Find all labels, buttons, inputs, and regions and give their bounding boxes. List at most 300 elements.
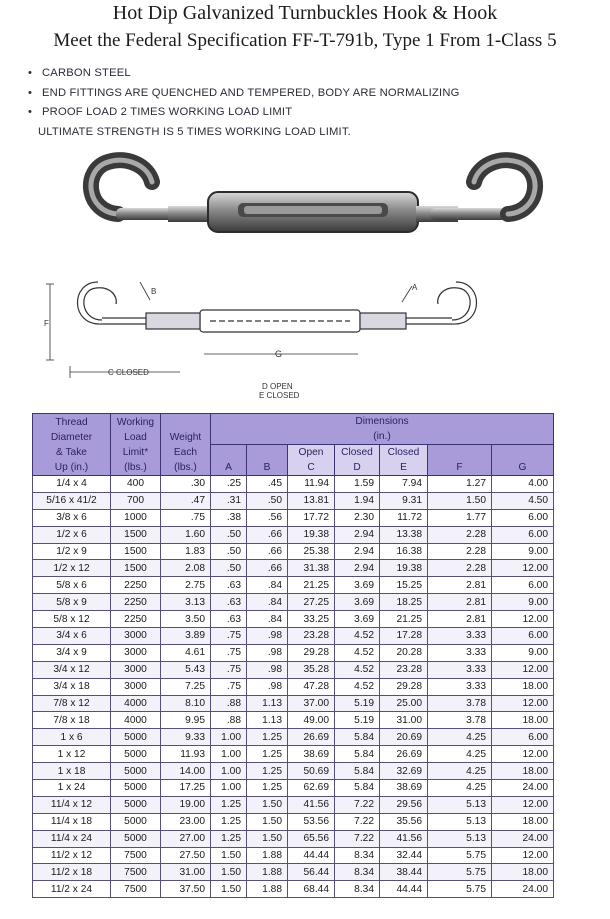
- table-cell: 5.84: [335, 746, 380, 763]
- header-a: A: [211, 445, 247, 476]
- table-cell: 12.00: [492, 746, 554, 763]
- table-cell: 1.25: [247, 729, 288, 746]
- table-cell: 1.25: [211, 796, 247, 813]
- table-cell: 5000: [111, 813, 161, 830]
- table-cell: 1.50: [211, 847, 247, 864]
- table-row: [33, 644, 554, 661]
- table-cell: 2250: [111, 594, 161, 611]
- table-cell: 1/2 x 9: [33, 543, 111, 560]
- table-row: [33, 611, 554, 628]
- feature-item: • CARBON STEEL: [28, 64, 460, 84]
- table-cell: 24.00: [492, 780, 554, 797]
- table-cell: 3.33: [428, 678, 492, 695]
- label-c-closed: C CLOSED: [108, 368, 149, 377]
- table-cell: 4.52: [335, 644, 380, 661]
- table-cell: 18.25: [380, 594, 428, 611]
- table-cell: 4.00: [492, 476, 554, 493]
- table-cell: 2.94: [335, 526, 380, 543]
- table-cell: 5/8 x 6: [33, 577, 111, 594]
- table-cell: 24.00: [492, 881, 554, 898]
- table-cell: 1.50: [247, 796, 288, 813]
- label-a: A: [412, 283, 418, 292]
- table-cell: .98: [247, 678, 288, 695]
- feature-list: [28, 64, 460, 142]
- table-cell: 53.56: [288, 813, 335, 830]
- table-cell: 4000: [111, 695, 161, 712]
- table-cell: 3.33: [428, 661, 492, 678]
- table-cell: 4.61: [161, 644, 211, 661]
- label-e-closed: E CLOSED: [259, 391, 300, 400]
- table-cell: 21.25: [288, 577, 335, 594]
- table-cell: 44.44: [380, 881, 428, 898]
- table-row: [33, 763, 554, 780]
- table-cell: 4.50: [492, 492, 554, 509]
- table-cell: 17.25: [161, 780, 211, 797]
- table-cell: 38.69: [380, 780, 428, 797]
- table-cell: 1.60: [161, 526, 211, 543]
- table-cell: 19.38: [380, 560, 428, 577]
- table-cell: 3/4 x 9: [33, 644, 111, 661]
- table-cell: .75: [211, 661, 247, 678]
- table-cell: 1500: [111, 526, 161, 543]
- table-cell: 1/2 x 6: [33, 526, 111, 543]
- table-row: [33, 509, 554, 526]
- table-cell: 1.00: [211, 746, 247, 763]
- table-cell: 1.27: [428, 476, 492, 493]
- table-cell: 1 x 24: [33, 780, 111, 797]
- table-cell: 7500: [111, 847, 161, 864]
- table-cell: 1/2 x 12: [33, 560, 111, 577]
- table-cell: 50.69: [288, 763, 335, 780]
- table-cell: 5.84: [335, 729, 380, 746]
- table-cell: 21.25: [380, 611, 428, 628]
- table-cell: 7.22: [335, 796, 380, 813]
- table-cell: 11/2 x 24: [33, 881, 111, 898]
- table-cell: 4.25: [428, 746, 492, 763]
- table-header: [33, 414, 554, 476]
- table-cell: 2.81: [428, 611, 492, 628]
- table-row: [33, 712, 554, 729]
- table-cell: 8.10: [161, 695, 211, 712]
- table-row: [33, 492, 554, 509]
- specifications-table: [32, 413, 554, 898]
- table-cell: 4000: [111, 712, 161, 729]
- table-row: [33, 796, 554, 813]
- table-cell: 27.50: [161, 847, 211, 864]
- table-cell: 11/4 x 12: [33, 796, 111, 813]
- table-cell: .84: [247, 577, 288, 594]
- table-cell: 3.33: [428, 628, 492, 645]
- header-working-load: Working Load Limit* (lbs.): [111, 414, 161, 476]
- table-cell: 5.84: [335, 780, 380, 797]
- table-cell: 4.52: [335, 678, 380, 695]
- table-cell: 5/8 x 12: [33, 611, 111, 628]
- table-cell: 8.34: [335, 864, 380, 881]
- table-cell: 27.25: [288, 594, 335, 611]
- table-row: [33, 577, 554, 594]
- table-row: [33, 661, 554, 678]
- table-cell: 47.28: [288, 678, 335, 695]
- table-cell: 3.78: [428, 712, 492, 729]
- table-cell: 1000: [111, 509, 161, 526]
- table-row: [33, 881, 554, 898]
- table-cell: .98: [247, 644, 288, 661]
- table-cell: 1 x 18: [33, 763, 111, 780]
- table-cell: 1.25: [247, 780, 288, 797]
- table-cell: 37.50: [161, 881, 211, 898]
- table-cell: 3.69: [335, 611, 380, 628]
- table-cell: 2.81: [428, 594, 492, 611]
- table-cell: .88: [211, 712, 247, 729]
- label-d-open: D OPEN: [262, 382, 293, 391]
- label-b: B: [151, 287, 157, 296]
- table-cell: 14.00: [161, 763, 211, 780]
- table-cell: .98: [247, 661, 288, 678]
- table-row: [33, 628, 554, 645]
- table-cell: .66: [247, 526, 288, 543]
- table-row: [33, 780, 554, 797]
- table-row: [33, 746, 554, 763]
- table-cell: 4.52: [335, 661, 380, 678]
- table-cell: 5000: [111, 746, 161, 763]
- table-cell: 32.44: [380, 847, 428, 864]
- table-cell: 1.00: [211, 780, 247, 797]
- table-row: [33, 830, 554, 847]
- table-cell: 11.93: [161, 746, 211, 763]
- table-cell: 700: [111, 492, 161, 509]
- table-cell: 7.94: [380, 476, 428, 493]
- table-cell: .84: [247, 594, 288, 611]
- table-cell: 56.44: [288, 864, 335, 881]
- table-cell: 7.22: [335, 813, 380, 830]
- table-cell: .98: [247, 628, 288, 645]
- table-cell: 5000: [111, 796, 161, 813]
- table-cell: 4.25: [428, 763, 492, 780]
- table-cell: 3000: [111, 678, 161, 695]
- table-cell: 23.00: [161, 813, 211, 830]
- table-cell: 1.94: [335, 492, 380, 509]
- header-e: Closed E: [380, 445, 428, 476]
- table-cell: 1/4 x 4: [33, 476, 111, 493]
- table-row: [33, 476, 554, 493]
- table-cell: 26.69: [288, 729, 335, 746]
- table-cell: 7.22: [335, 830, 380, 847]
- table-cell: .63: [211, 611, 247, 628]
- table-cell: 2250: [111, 611, 161, 628]
- table-cell: 3.89: [161, 628, 211, 645]
- table-cell: 5000: [111, 729, 161, 746]
- table-cell: 17.72: [288, 509, 335, 526]
- table-cell: 3/4 x 18: [33, 678, 111, 695]
- table-cell: 12.00: [492, 796, 554, 813]
- table-cell: 31.38: [288, 560, 335, 577]
- table-cell: 12.00: [492, 560, 554, 577]
- table-cell: 5000: [111, 830, 161, 847]
- table-cell: 26.69: [380, 746, 428, 763]
- table-cell: 6.00: [492, 729, 554, 746]
- table-cell: 18.00: [492, 864, 554, 881]
- table-cell: 2.28: [428, 560, 492, 577]
- table-cell: 1500: [111, 560, 161, 577]
- table-cell: 2.94: [335, 543, 380, 560]
- table-cell: 1.88: [247, 881, 288, 898]
- table-row: [33, 543, 554, 560]
- table-cell: 1.88: [247, 847, 288, 864]
- table-cell: .50: [211, 543, 247, 560]
- feature-item: • END FITTINGS ARE QUENCHED AND TEMPERED, BODY ARE NORMALIZING: [28, 84, 460, 104]
- header-f: F: [428, 445, 492, 476]
- table-cell: 19.38: [288, 526, 335, 543]
- header-c: Open C: [288, 445, 335, 476]
- table-cell: 2.81: [428, 577, 492, 594]
- table-cell: 2.08: [161, 560, 211, 577]
- table-cell: 4.52: [335, 628, 380, 645]
- table-row: [33, 678, 554, 695]
- table-cell: 5.43: [161, 661, 211, 678]
- table-cell: 2.94: [335, 560, 380, 577]
- table-cell: 8.34: [335, 847, 380, 864]
- table-cell: 5.13: [428, 796, 492, 813]
- table-cell: 41.56: [380, 830, 428, 847]
- table-cell: .25: [211, 476, 247, 493]
- header-weight: Weight Each (lbs.): [161, 414, 211, 476]
- table-cell: 1.50: [247, 830, 288, 847]
- table-cell: 19.00: [161, 796, 211, 813]
- table-cell: 1 x 6: [33, 729, 111, 746]
- table-cell: 20.69: [380, 729, 428, 746]
- table-cell: .66: [247, 560, 288, 577]
- table-cell: 11/2 x 12: [33, 847, 111, 864]
- table-cell: 3.33: [428, 644, 492, 661]
- table-cell: 5/16 x 41/2: [33, 492, 111, 509]
- table-row: [33, 560, 554, 577]
- table-cell: 4.25: [428, 729, 492, 746]
- table-cell: 6.00: [492, 509, 554, 526]
- table-cell: .30: [161, 476, 211, 493]
- table-cell: 12.00: [492, 611, 554, 628]
- table-cell: 1.50: [211, 864, 247, 881]
- table-cell: 7/8 x 18: [33, 712, 111, 729]
- table-row: [33, 813, 554, 830]
- header-g: G: [492, 445, 554, 476]
- table-cell: 2.75: [161, 577, 211, 594]
- table-cell: 1.50: [211, 881, 247, 898]
- table-cell: 5000: [111, 763, 161, 780]
- table-row: [33, 864, 554, 881]
- table-cell: 4.25: [428, 780, 492, 797]
- table-cell: 9.31: [380, 492, 428, 509]
- page-subtitle: Meet the Federal Specification FF-T-791b, Type 1 From 1-Class 5: [53, 30, 557, 51]
- table-cell: 23.28: [380, 661, 428, 678]
- table-cell: 12.00: [492, 695, 554, 712]
- label-g: G: [275, 349, 283, 359]
- table-row: [33, 695, 554, 712]
- table-cell: 3/8 x 6: [33, 509, 111, 526]
- table-cell: 23.28: [288, 628, 335, 645]
- table-row: [33, 594, 554, 611]
- table-cell: 31.00: [161, 864, 211, 881]
- table-cell: .84: [247, 611, 288, 628]
- table-cell: 20.28: [380, 644, 428, 661]
- table-cell: 1 x 12: [33, 746, 111, 763]
- table-cell: 33.25: [288, 611, 335, 628]
- table-cell: 49.00: [288, 712, 335, 729]
- table-cell: 1.25: [211, 813, 247, 830]
- table-cell: 13.81: [288, 492, 335, 509]
- table-cell: 3.13: [161, 594, 211, 611]
- table-cell: 5.19: [335, 712, 380, 729]
- table-cell: 7/8 x 12: [33, 695, 111, 712]
- table-cell: 3.69: [335, 577, 380, 594]
- table-cell: 15.25: [380, 577, 428, 594]
- table-cell: 6.00: [492, 577, 554, 594]
- bullet-icon: •: [28, 106, 33, 118]
- table-cell: 9.00: [492, 644, 554, 661]
- table-cell: 16.38: [380, 543, 428, 560]
- table-cell: 18.00: [492, 712, 554, 729]
- table-cell: 5.75: [428, 864, 492, 881]
- header-d: Closed D: [335, 445, 380, 476]
- table-cell: .75: [161, 509, 211, 526]
- table-cell: 18.00: [492, 678, 554, 695]
- table-cell: 1.59: [335, 476, 380, 493]
- table-cell: 44.44: [288, 847, 335, 864]
- table-cell: 1.13: [247, 695, 288, 712]
- table-cell: .75: [211, 628, 247, 645]
- table-cell: 29.28: [380, 678, 428, 695]
- table-cell: 9.33: [161, 729, 211, 746]
- table-cell: 62.69: [288, 780, 335, 797]
- table-cell: 12.00: [492, 847, 554, 864]
- table-cell: 9.95: [161, 712, 211, 729]
- table-cell: 5.13: [428, 830, 492, 847]
- feature-item: ULTIMATE STRENGTH IS 5 TIMES WORKING LOAD LIMIT.: [38, 125, 351, 138]
- table-cell: 3/4 x 12: [33, 661, 111, 678]
- table-cell: 3/4 x 6: [33, 628, 111, 645]
- table-cell: .31: [211, 492, 247, 509]
- table-cell: 7500: [111, 864, 161, 881]
- table-cell: 3.50: [161, 611, 211, 628]
- table-cell: 18.00: [492, 813, 554, 830]
- table-cell: 37.00: [288, 695, 335, 712]
- table-cell: 65.56: [288, 830, 335, 847]
- table-cell: 6.00: [492, 526, 554, 543]
- bullet-icon: •: [28, 86, 33, 99]
- table-cell: 41.56: [288, 796, 335, 813]
- table-cell: 8.34: [335, 881, 380, 898]
- table-cell: 1.00: [211, 763, 247, 780]
- table-cell: 3000: [111, 661, 161, 678]
- table-cell: 9.00: [492, 543, 554, 560]
- table-cell: 17.28: [380, 628, 428, 645]
- table-cell: 27.00: [161, 830, 211, 847]
- table-cell: 35.56: [380, 813, 428, 830]
- table-cell: 3.69: [335, 594, 380, 611]
- table-row: [33, 526, 554, 543]
- table-cell: 400: [111, 476, 161, 493]
- table-cell: 6.00: [492, 628, 554, 645]
- table-cell: 2.30: [335, 509, 380, 526]
- table-cell: 1.25: [211, 830, 247, 847]
- table-cell: 38.69: [288, 746, 335, 763]
- feature-item: • PROOF LOAD 2 TIMES WORKING LOAD LIMIT: [28, 103, 460, 123]
- table-cell: 32.69: [380, 763, 428, 780]
- table-cell: 38.44: [380, 864, 428, 881]
- table-cell: 11/4 x 18: [33, 813, 111, 830]
- table-cell: 29.56: [380, 796, 428, 813]
- table-cell: 1.50: [247, 813, 288, 830]
- table-cell: 35.28: [288, 661, 335, 678]
- table-cell: 5.19: [335, 695, 380, 712]
- table-row: [33, 729, 554, 746]
- table-cell: 18.00: [492, 763, 554, 780]
- table-cell: 68.44: [288, 881, 335, 898]
- table-cell: 5.13: [428, 813, 492, 830]
- table-cell: 2.28: [428, 526, 492, 543]
- table-cell: 1.83: [161, 543, 211, 560]
- table-cell: 25.00: [380, 695, 428, 712]
- table-cell: 7.25: [161, 678, 211, 695]
- dimension-drawing: [40, 280, 510, 405]
- table-cell: 1.50: [428, 492, 492, 509]
- table-cell: 3000: [111, 644, 161, 661]
- table-cell: 31.00: [380, 712, 428, 729]
- table-cell: .47: [161, 492, 211, 509]
- table-cell: 11.94: [288, 476, 335, 493]
- table-cell: 5.84: [335, 763, 380, 780]
- header-dimensions: Dimensions (in.): [211, 414, 554, 445]
- table-cell: .56: [247, 509, 288, 526]
- table-cell: .38: [211, 509, 247, 526]
- table-cell: .63: [211, 577, 247, 594]
- table-cell: 5.75: [428, 847, 492, 864]
- table-cell: 24.00: [492, 830, 554, 847]
- table-cell: 11/4 x 24: [33, 830, 111, 847]
- table-row: [33, 847, 554, 864]
- table-cell: 1500: [111, 543, 161, 560]
- table-cell: 3.78: [428, 695, 492, 712]
- table-cell: .66: [247, 543, 288, 560]
- label-f: F: [44, 319, 49, 328]
- table-cell: 3000: [111, 628, 161, 645]
- table-cell: .50: [247, 492, 288, 509]
- table-cell: .50: [211, 526, 247, 543]
- table-cell: 5.75: [428, 881, 492, 898]
- table-cell: 1.25: [247, 746, 288, 763]
- table-cell: 9.00: [492, 594, 554, 611]
- table-cell: .50: [211, 560, 247, 577]
- table-cell: 29.28: [288, 644, 335, 661]
- table-cell: 1.25: [247, 763, 288, 780]
- table-body: [33, 476, 554, 898]
- table-cell: 5/8 x 9: [33, 594, 111, 611]
- table-cell: .63: [211, 594, 247, 611]
- table-cell: 1.77: [428, 509, 492, 526]
- table-cell: 1.13: [247, 712, 288, 729]
- bullet-icon: •: [28, 67, 33, 79]
- table-cell: 12.00: [492, 661, 554, 678]
- turnbuckle-photo: [78, 152, 548, 262]
- table-cell: 2.28: [428, 543, 492, 560]
- table-cell: .45: [247, 476, 288, 493]
- table-cell: 11/2 x 18: [33, 864, 111, 881]
- table-cell: 1.00: [211, 729, 247, 746]
- page-title: Hot Dip Galvanized Turnbuckles Hook & Hook: [112, 2, 498, 24]
- header-b: B: [247, 445, 288, 476]
- table-cell: 25.38: [288, 543, 335, 560]
- table-cell: 5000: [111, 780, 161, 797]
- table-cell: 2250: [111, 577, 161, 594]
